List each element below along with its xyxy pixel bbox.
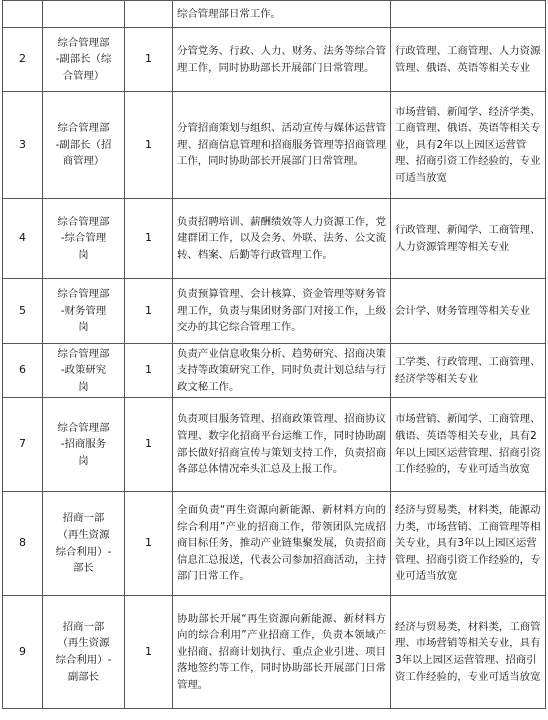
row-number-cell: 2: [3, 28, 43, 92]
table-row: [3, 398, 546, 492]
table-row: [3, 492, 546, 596]
position-name-cell: 综合管理部 -财务管理 岗: [43, 279, 125, 344]
major-requirements-cell: 市场营销、新闻学、经济学类、工商管理、俄语、英语等相关专业，具有2年以上园区运营管理、招商引资工作经验的，专业可适当放宽: [391, 92, 546, 199]
major-requirements-cell: 会计学、财务管理等相关专业: [391, 279, 546, 344]
job-duties-cell: 分管党务、行政、人力、财务、法务等综合管理工作，同时协助部长开展部门日常管理。: [173, 28, 391, 92]
major-requirements-cell: 经济与贸易类，材料类，工商管理、市场营销等相关专业，具有3年以上园区运营管理、招商引资工作经验的，专业可适当放宽: [391, 596, 546, 709]
headcount-cell: 1: [125, 199, 173, 279]
position-name-cell: 招商一部 （再生资源 综合利用）- 部长: [43, 492, 125, 596]
row-number-cell: 9: [3, 596, 43, 709]
headcount-cell: 1: [125, 28, 173, 92]
row-number-cell: 3: [3, 92, 43, 199]
row-number-cell: 6: [3, 344, 43, 398]
major-requirements-cell: [391, 1, 546, 28]
major-requirements-cell: 市场营销、新闻学、工商管理、俄语、英语等相关专业，具有2年以上园区运营管理、招商引资工作经验的，专业可适当放宽: [391, 398, 546, 492]
position-name-cell: 综合管理部 -综合管理 岗: [43, 199, 125, 279]
position-name-cell: 综合管理部 -副部长（招 商管理）: [43, 92, 125, 199]
table-row: [3, 279, 546, 344]
headcount-cell: 1: [125, 279, 173, 344]
headcount-cell: 1: [125, 398, 173, 492]
headcount-cell: 1: [125, 344, 173, 398]
position-name-cell: 综合管理部 -政策研究 岗: [43, 344, 125, 398]
job-duties-cell: 负责招聘培训、薪酬绩效等人力资源工作，党建群团工作，以及会务、外联、法务、公文流转、档案、后勤等行政管理工作。: [173, 199, 391, 279]
table-row: [3, 344, 546, 398]
job-duties-cell: 全面负责“再生资源向新能源、新材料方向的综合利用”产业的招商工作，带领团队完成招商目标任务，推动产业链集聚发展，负责招商信息汇总报送，代表公司参加招商活动，主持部门日常工作。: [173, 492, 391, 596]
table-row: [3, 1, 546, 28]
row-number-cell: 7: [3, 398, 43, 492]
recruitment-table-page: [2, 0, 545, 709]
job-duties-cell: 负责预算管理、会计核算、资金管理等财务管理工作，负责与集团财务部门对接工作，上级交办的其它综合管理工作。: [173, 279, 391, 344]
job-duties-cell: 综合管理部日常工作。: [173, 1, 391, 28]
major-requirements-cell: 经济与贸易类，材料类，能源动力类，市场营销、工商管理等相关专业，具有3年以上园区运营管理、招商引资工作经验的，专业可适当放宽: [391, 492, 546, 596]
table-body: [3, 1, 546, 709]
job-duties-cell: 负责产业信息收集分析、趋势研究、招商决策支持等政策研究工作，同时负责计划总结与行政文秘工作。: [173, 344, 391, 398]
position-name-cell: 综合管理部 -副部长（综 合管理）: [43, 28, 125, 92]
row-number-cell: [3, 1, 43, 28]
job-duties-cell: 负责项目服务管理、招商政策管理、招商协议管理、数字化招商平台运维工作，同时协助副部长做好招商宣传与策划支持工作，负责招商各部总体情况牵头汇总及上报工作。: [173, 398, 391, 492]
position-name-cell: 综合管理部 -招商服务 岗: [43, 398, 125, 492]
table-row: [3, 596, 546, 709]
headcount-cell: 1: [125, 596, 173, 709]
row-number-cell: 5: [3, 279, 43, 344]
job-duties-cell: 协助部长开展“再生资源向新能源、新材料方向的综合利用”产业招商工作，负责本领域产业招商、招商计划执行、重点企业引进、项目落地签约等工作，同时协助部长开展部门日常管理。: [173, 596, 391, 709]
table-row: [3, 92, 546, 199]
row-number-cell: 4: [3, 199, 43, 279]
recruitment-table: [2, 0, 546, 709]
major-requirements-cell: 行政管理、新闻学、工商管理、人力资源管理等相关专业: [391, 199, 546, 279]
row-number-cell: 8: [3, 492, 43, 596]
position-name-cell: 招商一部 （再生资源 综合利用）- 副部长: [43, 596, 125, 709]
headcount-cell: [125, 1, 173, 28]
table-row: [3, 199, 546, 279]
major-requirements-cell: 行政管理、工商管理、人力资源管理、俄语、英语等相关专业: [391, 28, 546, 92]
position-name-cell: [43, 1, 125, 28]
table-row: [3, 28, 546, 92]
headcount-cell: 1: [125, 92, 173, 199]
major-requirements-cell: 工学类、行政管理、工商管理、经济学等相关专业: [391, 344, 546, 398]
headcount-cell: 1: [125, 492, 173, 596]
job-duties-cell: 分管招商策划与组织、活动宣传与媒体运营管理、招商信息管理和招商服务管理等招商管理工作，同时协助部长开展部门日常管理。: [173, 92, 391, 199]
